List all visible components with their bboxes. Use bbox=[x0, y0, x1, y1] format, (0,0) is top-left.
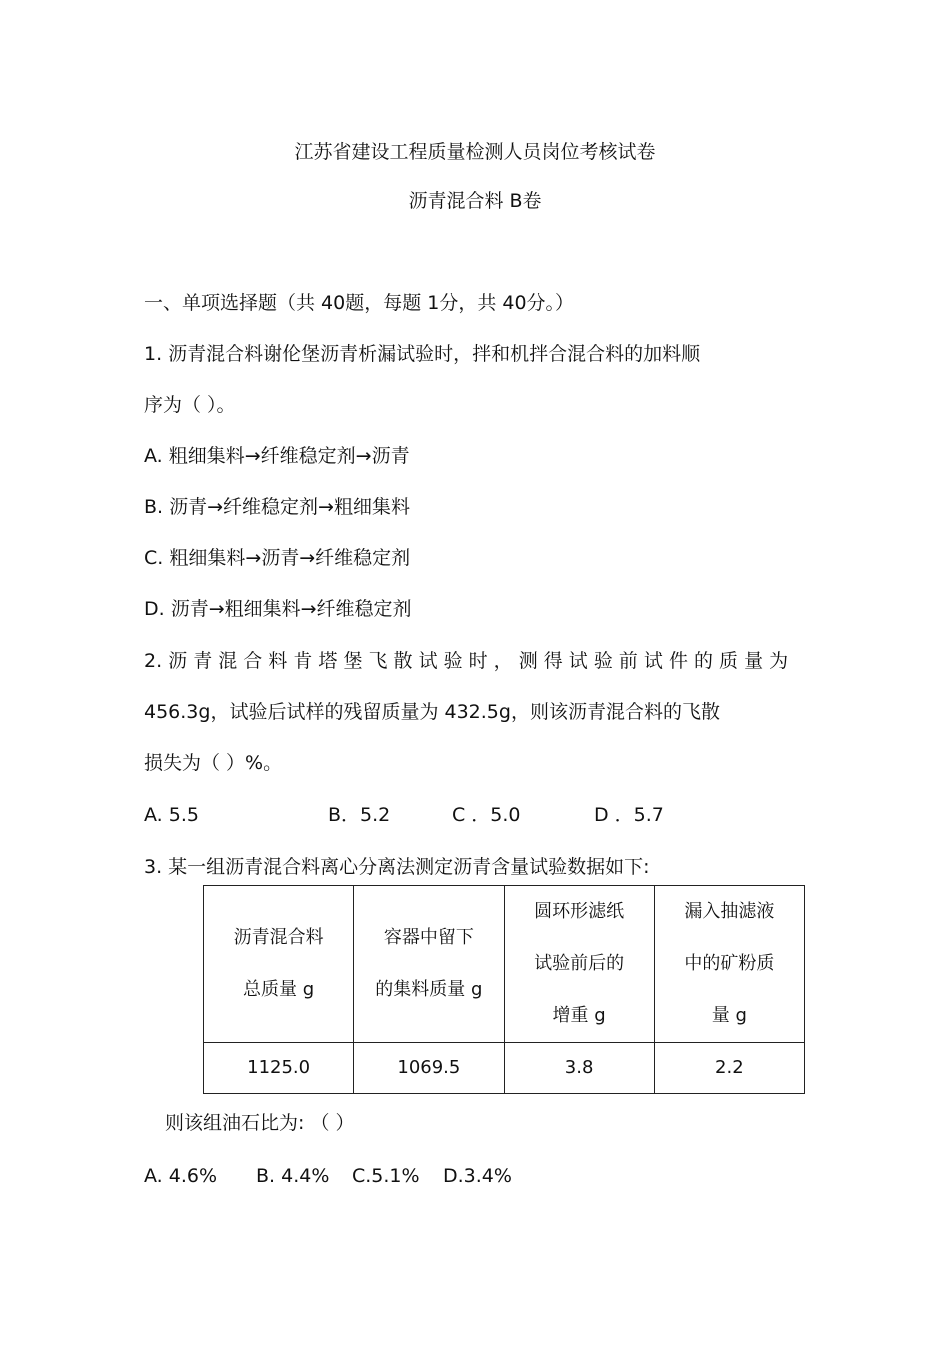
centrifuge-data-table bbox=[203, 885, 805, 1094]
exam-title: 江苏省建设工程质量检测人员岗位考核试卷 bbox=[294, 141, 656, 163]
question-3-option-c: C.5.1% bbox=[352, 1165, 420, 1187]
header-text: 沥青混合料 bbox=[233, 927, 324, 948]
table-row bbox=[204, 1043, 805, 1094]
question-3-followup: 则该组油石比为: （ ） bbox=[165, 1112, 355, 1134]
question-3-option-b: B. 4.4% bbox=[256, 1165, 330, 1187]
question-2-option-c: C ．5.0 bbox=[452, 804, 521, 826]
table-header-cell bbox=[654, 886, 804, 1043]
table-value-cell: 2.2 bbox=[654, 1043, 804, 1094]
exam-subtitle: 沥青混合料 B卷 bbox=[408, 190, 542, 212]
header-text: 总质量 g bbox=[243, 979, 315, 1000]
header-text: 容器中留下 bbox=[383, 927, 474, 948]
header-text: 量 g bbox=[711, 1005, 747, 1026]
header-text: 圆环形滤纸 bbox=[534, 901, 625, 922]
question-2-option-b: B．5.2 bbox=[328, 804, 391, 826]
question-3-option-a: A. 4.6% bbox=[144, 1165, 218, 1187]
header-text: 的集料质量 g bbox=[375, 979, 483, 1000]
table-value-cell: 3.8 bbox=[504, 1043, 654, 1094]
question-2-line-2: 456.3g，试验后试样的残留质量为 432.5g，则该沥青混合料的飞散 bbox=[144, 701, 720, 723]
question-2-option-d: D ．5.7 bbox=[594, 804, 664, 826]
table-value-cell: 1125.0 bbox=[204, 1043, 354, 1094]
table-header-cell bbox=[204, 886, 354, 1043]
question-1-option-b: B. 沥青→纤维稳定剂→粗细集料 bbox=[144, 496, 410, 518]
question-1-option-c: C. 粗细集料→沥青→纤维稳定剂 bbox=[144, 547, 411, 569]
question-1-option-a: A. 粗细集料→纤维稳定剂→沥青 bbox=[144, 445, 410, 467]
header-text: 增重 g bbox=[552, 1005, 606, 1026]
header-text: 漏入抽滤液 bbox=[684, 901, 775, 922]
question-1-line-2: 序为（ ）。 bbox=[144, 394, 236, 416]
table-value-cell: 1069.5 bbox=[354, 1043, 504, 1094]
section-heading: 一、单项选择题（共 40题，每题 1分，共 40分。） bbox=[144, 292, 575, 314]
question-3-option-d: D.3.4% bbox=[443, 1165, 512, 1187]
question-2-line-1: 2. 沥 青 混 合 料 肯 塔 堡 飞 散 试 验 时 ， 测 得 试 验 前 试 件 的 质 量 为 bbox=[144, 650, 789, 672]
question-2-line-3: 损失为（ ）%。 bbox=[144, 752, 283, 774]
question-1-line-1: 1. 沥青混合料谢伦堡沥青析漏试验时，拌和机拌合混合料的加料顺 bbox=[144, 343, 701, 365]
question-2-option-a: A. 5.5 bbox=[144, 804, 199, 826]
table-header-row bbox=[204, 886, 805, 1043]
table-header-cell bbox=[504, 886, 654, 1043]
question-3-line-1: 3. 某一组沥青混合料离心分离法测定沥青含量试验数据如下: bbox=[144, 856, 650, 878]
header-text: 试验前后的 bbox=[534, 953, 625, 974]
header-text: 中的矿粉质 bbox=[684, 953, 775, 974]
table-header-cell bbox=[354, 886, 504, 1043]
question-1-option-d: D. 沥青→粗细集料→纤维稳定剂 bbox=[144, 598, 412, 620]
